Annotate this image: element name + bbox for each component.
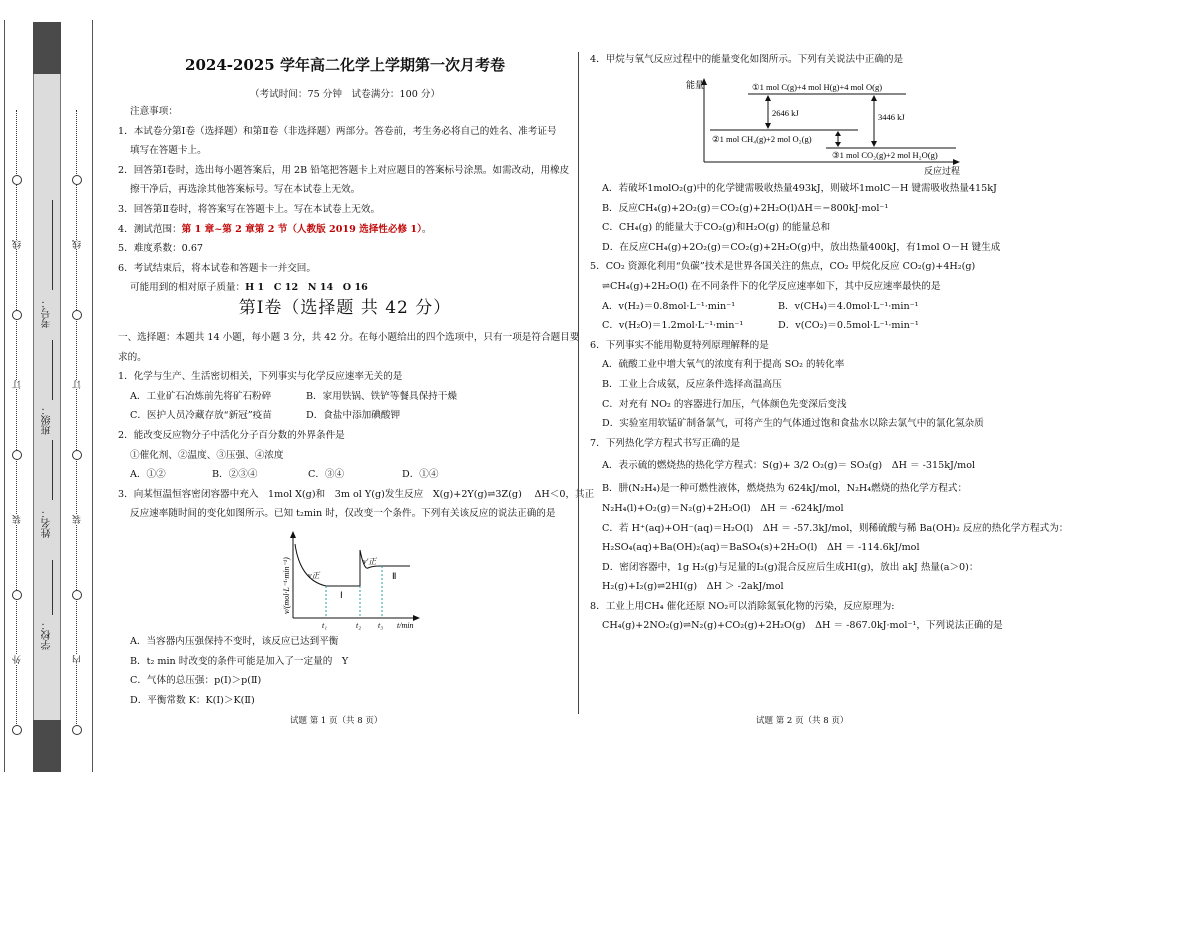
page2-q4 [590, 50, 903, 70]
q7-option-c[interactable]: C．若 H⁺(aq)+OH⁻(aq)＝H₂O(l) ΔH ＝ -57.3kJ/mol，则稀硫酸与稀 Ba(OH)₂ 反应的热化学方程式为： [602, 522, 1069, 534]
question-1-options-cd [118, 406, 594, 426]
question-6: 6．下列事实不能用勒夏特列原理解释的是 [590, 339, 769, 351]
school-field-label: 学校： [42, 620, 53, 650]
q4-option-d[interactable]: D．在反应CH₄(g)+2O₂(g)＝CO₂(g)+2H₂O(g)中，放出热量400kJ，有1mol O－H 键生成 [602, 241, 1001, 253]
energy-value-3446: 3446 kJ [878, 112, 905, 122]
class-field-line[interactable] [52, 340, 53, 400]
binding-hole [72, 450, 82, 460]
binding-hole [12, 450, 22, 460]
page2-footer: 试题 第 2 页（共 8 页） [756, 716, 849, 726]
question-2-conditions: ①催化剂、②温度、③压强、④浓度 [130, 449, 284, 461]
energy-value-2646: 2646 kJ [772, 108, 799, 118]
binding-mark-bind: 装 [13, 515, 23, 524]
q1-option-c[interactable]: C．医护人员冷藏存放“新冠”疫苗 [130, 410, 272, 422]
energy-ylabel: 能量 [686, 81, 705, 91]
note-line: 填写在答题卡上。 [130, 145, 207, 157]
arrow-delta-head-up [835, 131, 841, 136]
arrow-delta-head-down [835, 142, 841, 147]
question-7: 7．下列热化学方程式书写正确的是 [590, 437, 741, 449]
page1-notes [118, 102, 569, 298]
graph-ylabel: v/(mol·L⁻¹·min⁻¹) [282, 557, 291, 614]
section-intro: 一、选择题：本题共 14 小题，每小题 3 分，共 42 分。在每小题给出的四个选项中，只有一项是符合题目要 [118, 332, 580, 343]
q7-option-c-eq: H₂SO₄(aq)+Ba(OH)₂(aq)＝BaSO₄(s)+2H₂O(l) ΔH ＝ -114.6kJ/mol [602, 542, 920, 554]
graph-y-arrow [290, 531, 296, 538]
q2-option-d[interactable]: D．①④ [402, 469, 439, 481]
energy-level-3: ③1 mol CO₂(g)+2 mol H₂O(g) [832, 150, 938, 160]
energy-level-2: ②1 mol CH₄(g)+2 mol O₂(g) [712, 134, 812, 144]
page1-footer: 试题 第 1 页（共 8 页） [290, 716, 383, 726]
section-title: 第Ⅰ卷（选择题 共 42 分） [238, 298, 452, 318]
binding-gray-cap-top [33, 22, 61, 74]
name-field-label: 姓名： [42, 508, 53, 538]
note-line: 2．回答第Ⅰ卷时，选出每小题答案后，用 2B 铅笔把答题卡上对应题目的答案标号涂黑。如需改动，用橡皮 [118, 164, 570, 176]
q3-option-d[interactable]: D．平衡常数 K：K(Ⅰ)＞K(Ⅱ) [130, 694, 255, 706]
binding-margin [0, 0, 94, 772]
question-8: 8．工业上用CH₄ 催化还原 NO₂可以消除氮氧化物的污染，反应原理为: [590, 600, 895, 612]
binding-mark-line: 线 [73, 240, 83, 249]
energy-level-1: ①1 mol C(g)+4 mol H(g)+4 mol O(g) [752, 82, 883, 92]
q7-option-d-eq: H₂(g)+I₂(g)⇌2HI(g) ΔH ＞ -2akJ/mol [602, 581, 784, 593]
question-5: 5．CO₂ 资源化利用“负碳”技术是世界各国关注的焦点，CO₂ 甲烷化反应 CO₂(g)+4H₂(g) [590, 261, 976, 273]
label-region-1: Ⅰ [340, 590, 343, 600]
q3-option-b[interactable]: B．t₂ min 时改变的条件可能是加入了一定量的 Y [130, 655, 349, 667]
question-1: 1．化学与生产、生活密切相关，下列事实与化学反应速率无关的是 [118, 371, 403, 383]
binding-gray-cap-bottom [33, 720, 61, 772]
page1-questions [118, 328, 594, 524]
note-line-range [118, 220, 569, 240]
binding-hole [72, 725, 82, 735]
question-5-options-ab [590, 297, 1068, 317]
binding-mark-staple: 订 [73, 380, 83, 389]
q2-option-b[interactable]: B．②③④ [212, 469, 258, 481]
label-t3: t₃ [378, 621, 384, 630]
binding-dotted-line-left [16, 110, 17, 730]
note-line: 6．考试结束后，将本试卷和答题卡一并交回。 [118, 262, 316, 274]
q4-option-c[interactable]: C．CH₄(g) 的能量大于CO₂(g)和H₂O(g) 的能量总和 [602, 222, 831, 234]
label-v-forward-prime: v′正 [363, 557, 377, 566]
note-line: 5．难度系数：0.67 [118, 243, 204, 255]
q1-option-b[interactable]: B．家用铁锅、铁铲等餐具保持干燥 [306, 390, 457, 402]
binding-hole [12, 590, 22, 600]
binding-border-right [92, 20, 93, 772]
class-field-label: 班级： [42, 405, 53, 435]
energy-x-arrow [953, 159, 960, 165]
binding-hole [12, 310, 22, 320]
page2-questions [590, 179, 1068, 636]
label-t1: t₁ [322, 621, 328, 630]
binding-mark-bind: 装 [73, 515, 83, 524]
arrow-3446-head-up [871, 95, 877, 101]
note-line: 3．回答第Ⅱ卷时，将答案写在答题卡上。写在本试卷上无效。 [118, 203, 381, 215]
q5-option-a[interactable]: A．v(H₂)＝0.8mol·L⁻¹·min⁻¹ [602, 300, 736, 312]
label-v-forward: v正 [308, 571, 320, 580]
q6-option-d[interactable]: D．实验室用软锰矿制备氯气，可将产生的气体通过饱和食盐水以除去氯气中的氯化氢杂质 [602, 418, 984, 430]
note4-range: 第 1 章~第 2 章第 2 节（人教版 2019 选择性必修 1） [181, 223, 422, 235]
note-line: 擦干净后，再选涂其他答案标号。写在本试卷上无效。 [130, 184, 361, 196]
question-5-cont: ⇌CH₄(g)+2H₂O(l) 在不同条件下的化学反应速率如下，其中反应速率最快的是 [602, 280, 941, 292]
binding-mark-line: 线 [13, 240, 23, 249]
arrow-2646-head-up [765, 95, 771, 101]
binding-hole [12, 725, 22, 735]
q4-option-a[interactable]: A．若破坏1molO₂(g)中的化学键需吸收热量493kJ，则破坏1molC－H 键需吸收热量415kJ [602, 183, 997, 194]
question-1-options-ab [118, 387, 594, 407]
arrow-2646-head-down [765, 123, 771, 129]
energy-xlabel: 反应过程 [924, 167, 961, 177]
question-8-eq: CH₄(g)+2NO₂(g)⇌N₂(g)+CO₂(g)+2H₂O(g) ΔH ＝ -867.0kJ·mol⁻¹，下列说法正确的是 [602, 620, 1003, 632]
q7-option-a[interactable]: A．表示硫的燃烧热的热化学方程式：S(g)+ 3/2 O₂(g)＝ SO₃(g) ΔH ＝ -315kJ/mol [602, 460, 976, 472]
energy-diagram [686, 74, 972, 178]
question-2-options [118, 465, 594, 485]
note-line: 1．本试卷分第Ⅰ卷（选择题）和第Ⅱ卷（非选择题）两部分。答卷前，考生务必将自己的姓名、准考证号 [118, 125, 557, 137]
q1-option-d[interactable]: D．食盐中添加碘酸钾 [306, 410, 401, 422]
q3-option-c[interactable]: C．气体的总压强：p(Ⅰ)＞p(Ⅱ) [130, 675, 262, 687]
section-intro: 求的。 [118, 351, 147, 363]
graph-xlabel: t/min [397, 621, 414, 630]
q5-option-d[interactable]: D．v(CO₂)＝0.5mol·L⁻¹·min⁻¹ [778, 320, 919, 332]
label-region-2: Ⅱ [392, 571, 397, 581]
q2-option-a[interactable]: A．①② [130, 469, 166, 481]
school-field-line[interactable] [52, 560, 53, 615]
q5-option-b[interactable]: B．v(CH₄)＝4.0mol·L⁻¹·min⁻¹ [778, 300, 919, 312]
binding-border-left [4, 20, 5, 772]
binding-mark-outer: 外 [13, 655, 23, 664]
q7-option-b[interactable]: B．肼(N₂H₄)是一种可燃性液体，燃烧热为 624kJ/mol，N₂H₄燃烧的热化学方程式： [602, 483, 968, 495]
q7-option-d[interactable]: D．密闭容器中，1g H₂(g)与足量的I₂(g)混合反应后生成HI(g)，放出 akJ 热量(a＞0)： [602, 561, 979, 573]
exam-number-field-line[interactable] [52, 200, 53, 290]
page1-q3-options [118, 632, 348, 710]
name-field-line[interactable] [52, 440, 53, 500]
question-4: 4．甲烷与氧气反应过程中的能量变化如图所示。下列有关说法中正确的是 [590, 54, 904, 65]
binding-hole [72, 310, 82, 320]
arrow-3446-head-down [871, 141, 877, 147]
exam-subtitle: （考试时间：75 分钟 试卷满分：100 分） [249, 89, 441, 100]
note4-prefix: 4．测试范围： [118, 223, 182, 235]
question-3: 3．向某恒温恒容密闭容器中充入 1mol X(g)和 3m ol Y(g)发生反应 X(g)+2Y(g)⇌3Z(g) ΔH＜0，其正 [118, 488, 595, 500]
binding-mark-inner: 内 [73, 655, 83, 664]
exam-title: 2024-2025 学年高二化学上学期第一次月考卷 [185, 56, 505, 74]
q6-option-c[interactable]: C．对充有 NO₂ 的容器进行加压，气体颜色先变深后变浅 [602, 398, 847, 410]
q5-option-c[interactable]: C．v(H₂O)＝1.2mol·L⁻¹·min⁻¹ [602, 320, 744, 332]
binding-hole [72, 175, 82, 185]
q2-option-c[interactable]: C．③④ [308, 469, 345, 481]
rate-time-graph [278, 530, 428, 634]
q3-option-a[interactable]: A．当容器内压强保持不变时，该反应已达到平衡 [130, 636, 339, 647]
q6-option-a[interactable]: A．硫酸工业中增大氧气的浓度有利于提高 SO₂ 的转化率 [602, 359, 845, 371]
question-2: 2．能改变反应物分子中活化分子百分数的外界条件是 [118, 429, 345, 441]
q1-option-a[interactable]: A．工业矿石冶炼前先将矿石粉碎 [130, 390, 272, 402]
page-divider [578, 52, 579, 714]
question-3-cont: 反应速率随时间的变化如图所示。已知 t₂min 时，仅改变一个条件。下列有关该反应的说法正确的是 [130, 508, 556, 520]
binding-hole [72, 590, 82, 600]
q6-option-b[interactable]: B．工业上合成氨，反应条件选择高温高压 [602, 378, 782, 390]
q4-option-b[interactable]: B．反应CH₄(g)+2O₂(g)＝CO₂(g)+2H₂O(l)ΔH＝−800kJ·mol⁻¹ [602, 202, 889, 214]
binding-mark-staple: 订 [13, 380, 23, 389]
atomic-mass-prefix: 可能用到的相对原子质量： [130, 282, 246, 294]
binding-gray-strip [33, 22, 61, 772]
question-5-options-cd [590, 316, 1068, 336]
exam-number-field-label: 考号： [42, 298, 53, 328]
note4-suffix: 。 [421, 223, 432, 235]
binding-hole [12, 175, 22, 185]
notice-heading: 注意事项： [130, 106, 178, 117]
atomic-mass-values: H 1 C 12 N 14 O 16 [245, 282, 368, 294]
label-t2: t₂ [356, 621, 362, 630]
graph-x-arrow [413, 615, 420, 621]
binding-dotted-line-right [76, 110, 77, 730]
q7-option-b-eq: N₂H₄(l)+O₂(g)＝N₂(g)+2H₂O(l) ΔH ＝ -624kJ/mol [602, 502, 844, 514]
